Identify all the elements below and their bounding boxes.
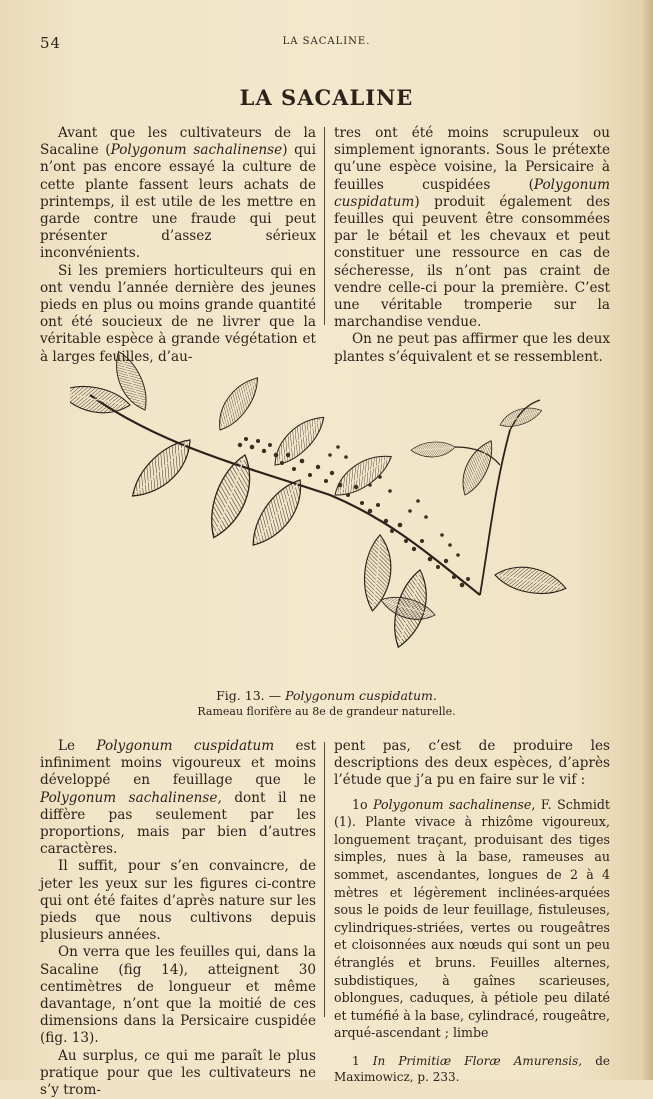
text-run: est infiniment moins vigoureux et moins développé en feuillage que le: [40, 738, 316, 789]
paragraph: [40, 738, 316, 858]
caption-label: Fig. 13. —: [216, 688, 282, 703]
caption-title: [0, 688, 653, 704]
text-run: , F. Schmidt (1). Plante vivace à rhizôme vigoureux, longuement traçant, produisant des tiges simples, nues à la base, rameuses au sommet, ascendantes, longues de 2 à 4 mètres et légèrement inclinées-arquées sous le poids de leur feuillage, fistuleuses, cylindriques-striées, vertes ou rougeâtres et cloisonnées aux nœuds qui sont un peu étranglés et bruns. Feuilles alternes, subdistiques, à gaînes scarieuses, oblongues, caduques, à pétiole peu dilaté et tuméfié à la base, cylindracé, rougeâtre, arqué-ascendant ; limbe: [334, 796, 610, 1041]
caption-subtitle: Rameau florifère au 8e de grandeur naturelle.: [197, 705, 456, 718]
paragraph: [40, 125, 316, 263]
text-run: ) produit également des feuilles qui peuvent être consommées par le bétail et les chevaux et peut constituer une ressource en cas de sécheresse, ils n’ont pas craint de vendre celle-ci pour la première. C’est une véritable tromperie sur la marchandise vendue.: [334, 193, 610, 331]
running-title: LA SACALINE.: [282, 36, 371, 47]
plant-engraving: [70, 335, 575, 670]
text-run: 1o: [352, 796, 374, 812]
paragraph: Si les premiers horticulteurs qui en ont vendu l’année dernière des jeunes pieds en plus ou moins grande quantité ont été soucieux de ne livrer que la véritable espèce à grande végétation et à larges feuilles, d’au-: [40, 262, 316, 365]
caption-species: Polygonum cuspidatum.: [285, 688, 437, 703]
footnote-source: In Primitiæ Floræ Amurensis,: [372, 1053, 583, 1068]
footnote: [334, 1053, 610, 1085]
top-right-column: [334, 125, 610, 366]
paragraph: On verra que les feuilles qui, dans la Sacaline (fig 14), atteignent 30 centimètres de longueur et même davantage, n’ont que la moitié de ces dimensions dans la Persicaire cuspidée (fig. 13).: [40, 944, 316, 1047]
figure-illustration: [70, 335, 575, 670]
paragraph: On ne peut pas affirmer que les deux plantes s’équivalent et se ressemblent.: [334, 331, 610, 365]
latin-name: Polygonum sachalinense,: [40, 789, 222, 806]
top-left-column: [40, 125, 316, 366]
paragraph: pent pas, c’est de produire les descriptions des deux espèces, d’après l’étude que j’a pu en faire sur le vif :: [334, 738, 610, 789]
text-run: Avant que les cultivateurs de la Sacaline (: [40, 125, 316, 159]
latin-name: Polygonum cuspidatum: [96, 738, 275, 754]
bottom-left-column: [40, 738, 316, 1099]
bottom-right-column: [334, 738, 610, 1085]
text-run: tres ont été moins scrupuleux ou simplement ignorants. Sous le prétexte qu’une espèce voisine, la Persicaire à feuilles cuspidées (: [334, 125, 610, 193]
text-run: dont il ne diffère pas seulement par les proportions, mais par bien d’autres caractères.: [40, 789, 316, 858]
column-rule: [324, 742, 325, 1017]
latin-name: Polygonum cuspidatum: [334, 176, 610, 210]
text-run: de Maximowicz, p. 233.: [334, 1053, 610, 1084]
paragraph: [334, 125, 610, 331]
article-title: LA SACALINE: [239, 85, 414, 110]
latin-name: Polygonum sachalinense: [373, 796, 532, 812]
latin-name: Polygonum sachalinense: [110, 142, 283, 159]
paragraph: Il suffit, pour s’en convaincre, de jeter les yeux sur les figures ci-contre qui ont été faites d’après nature sur les pieds que nous cultivons depuis plusieurs années.: [40, 858, 316, 944]
page-edge-shadow: [641, 0, 653, 1080]
footnote-marker: 1: [352, 1053, 373, 1068]
text-run: ) qui n’ont pas encore essayé la culture de cette plante fassent leurs achats de printemps, il est utile de les mettre en garde contre une fraude qui peut présenter d’assez sérieux inconvénients.: [40, 142, 316, 262]
column-rule: [324, 127, 325, 325]
figure-caption: [0, 688, 653, 720]
running-head: [40, 34, 613, 52]
paragraph: Au surplus, ce qui me paraît le plus pratique pour que les cultivateurs ne s’y trom-: [40, 1047, 316, 1099]
page-number: 54: [40, 34, 62, 52]
paragraph: [334, 796, 610, 1042]
text-run: Le: [58, 738, 97, 754]
